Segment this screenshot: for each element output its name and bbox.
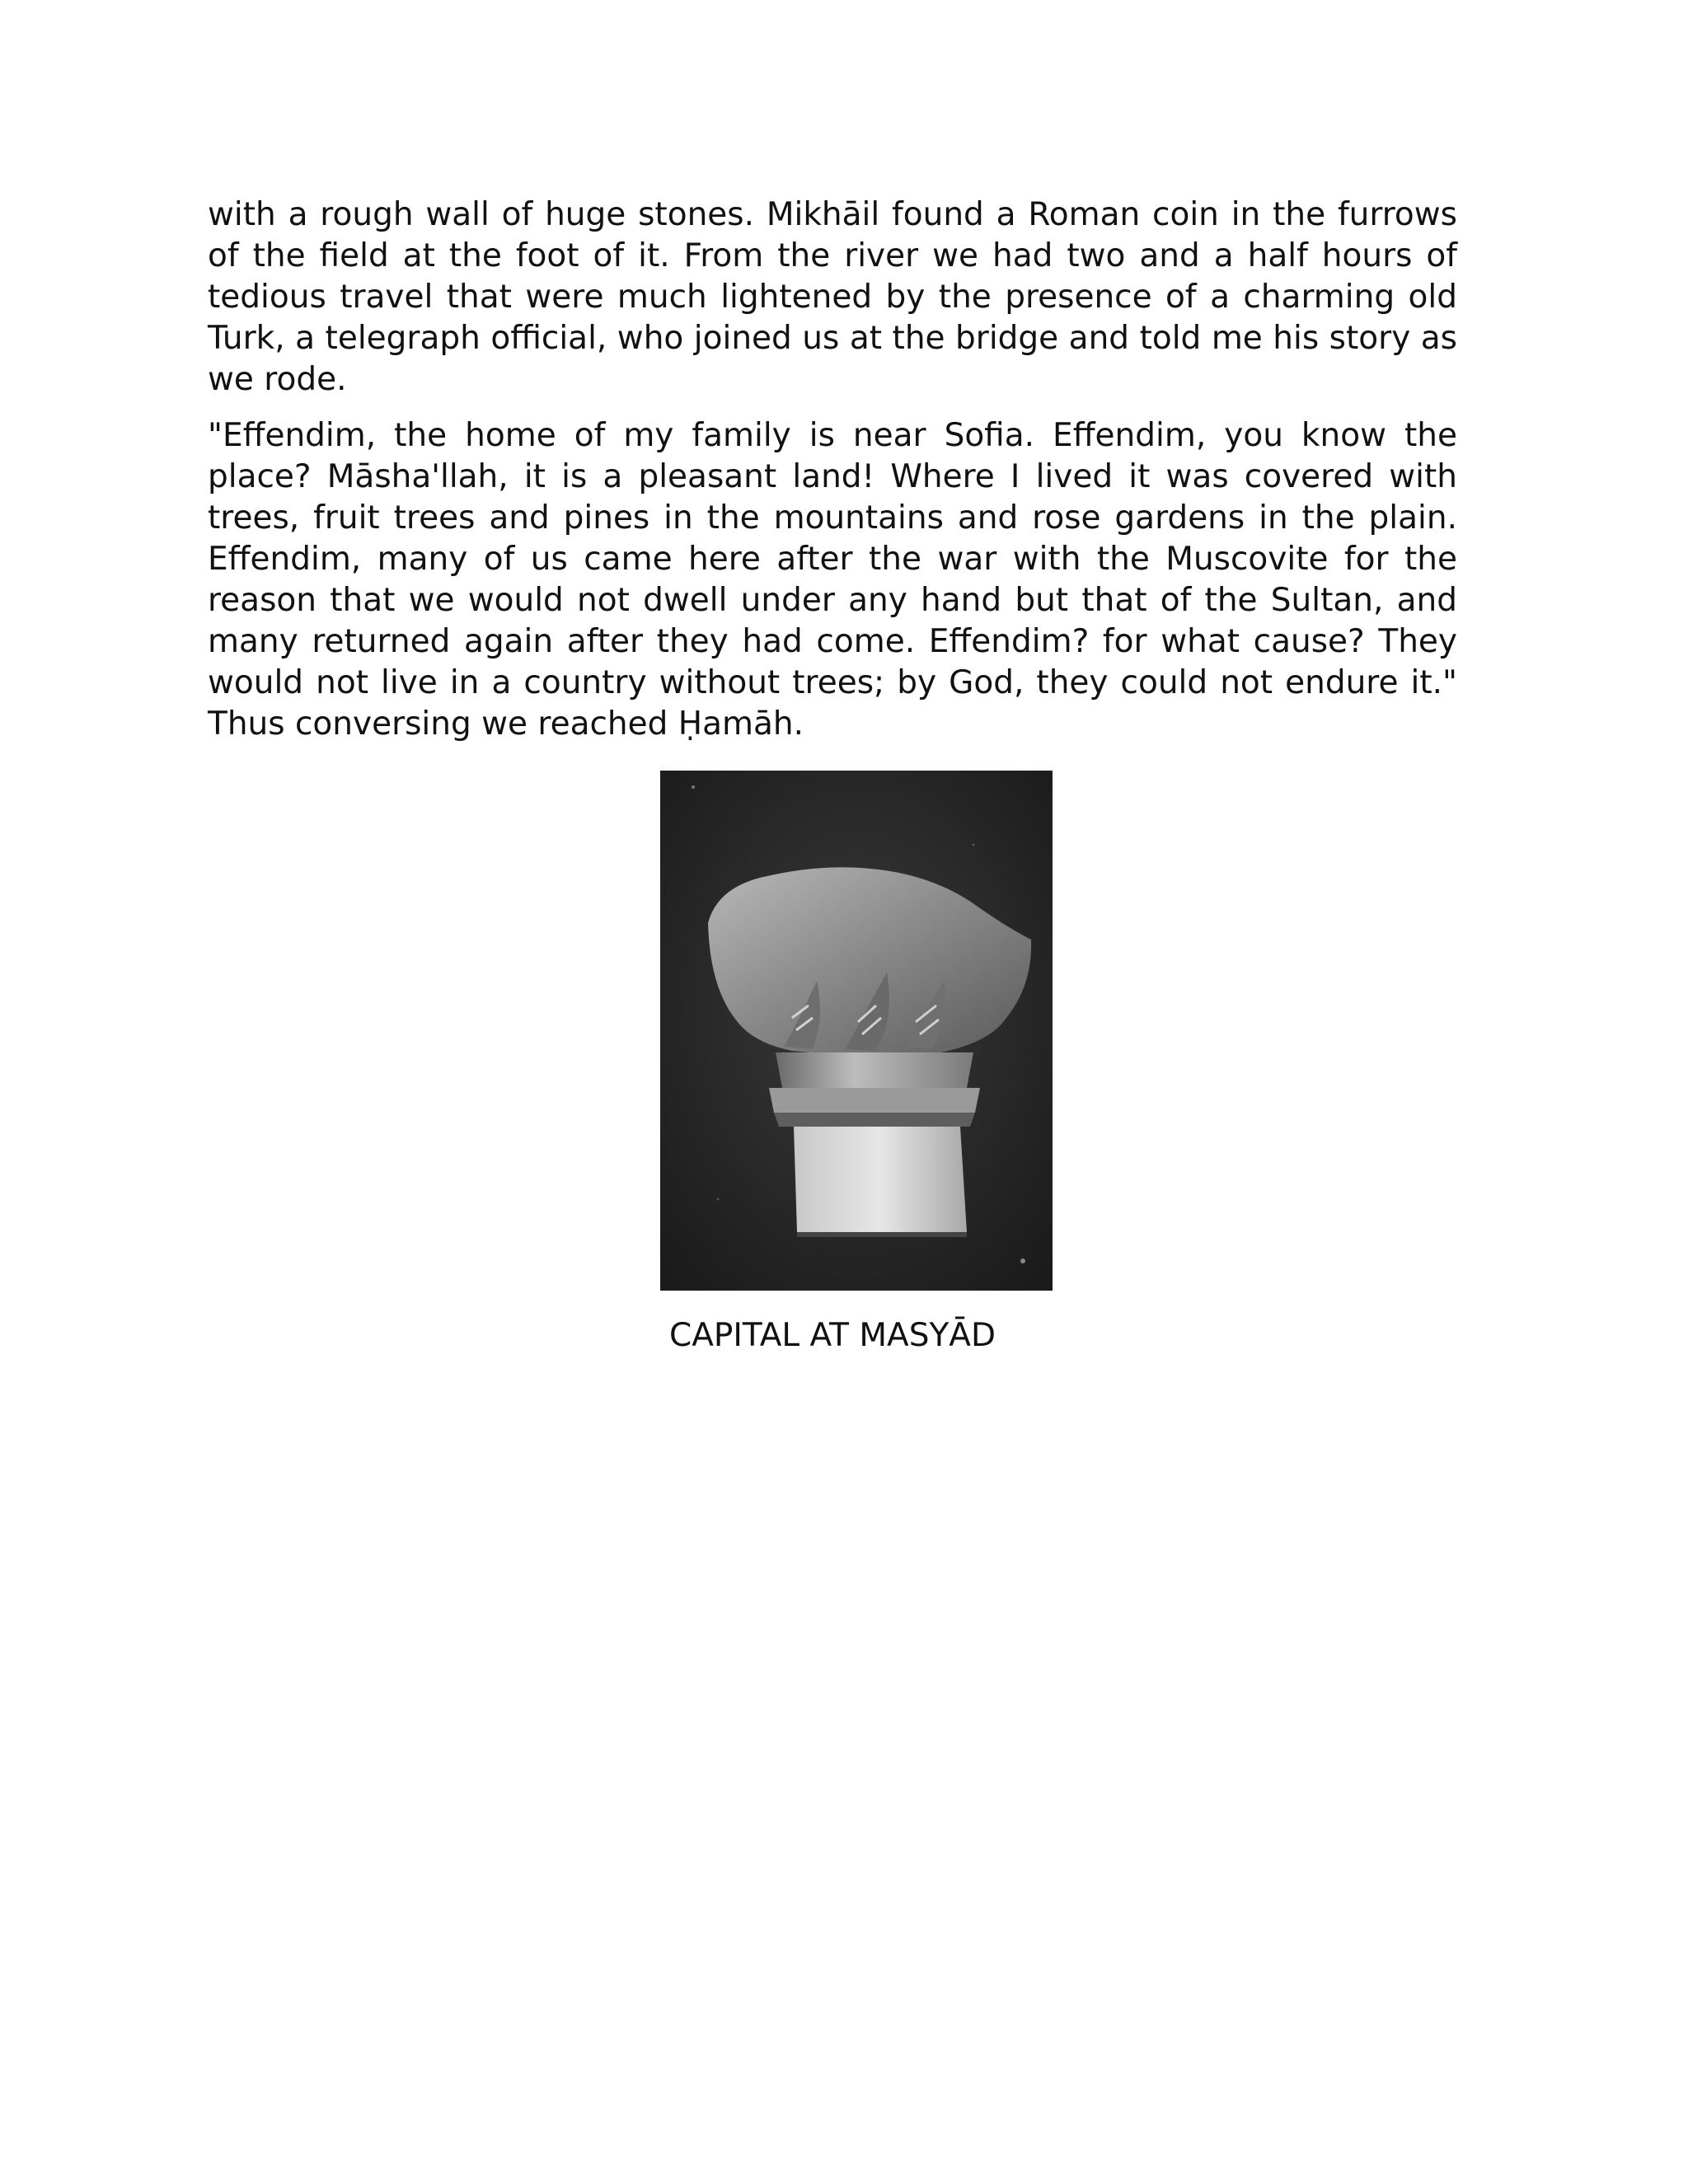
figure-caption: CAPITAL AT MASYĀD <box>668 1317 996 1354</box>
paragraph: "Effendim, the home of my family is near Sofia. Effendim, you know the place? Māsha'llah, it is a pleasant land! Where I lived it was covered with trees, fruit trees and pines in the mountains and rose gardens in the plain. Effendim, many of us came here after the war with the Muscovite for the reason that we would not dwell under any hand but that of the Sultan, and many returned again after they had come. Effendim? for what cause? They would not live in a country without trees; by God, they could not endure it." Thus conversing we reached Ḥamāh. <box>208 417 1457 743</box>
paragraph: with a rough wall of huge stones. Mikhāil found a Roman coin in the furrows of the field at the foot of it. From the river we had two and a half hours of tedious travel that were much lightened by the presence of a charming old Turk, a telegraph official, who joined us at the bridge and told me his story as we rode. <box>208 196 1457 398</box>
body-text <box>208 194 1457 760</box>
figure-photo <box>660 771 1053 1291</box>
stone-capital-photo <box>660 771 1053 1291</box>
